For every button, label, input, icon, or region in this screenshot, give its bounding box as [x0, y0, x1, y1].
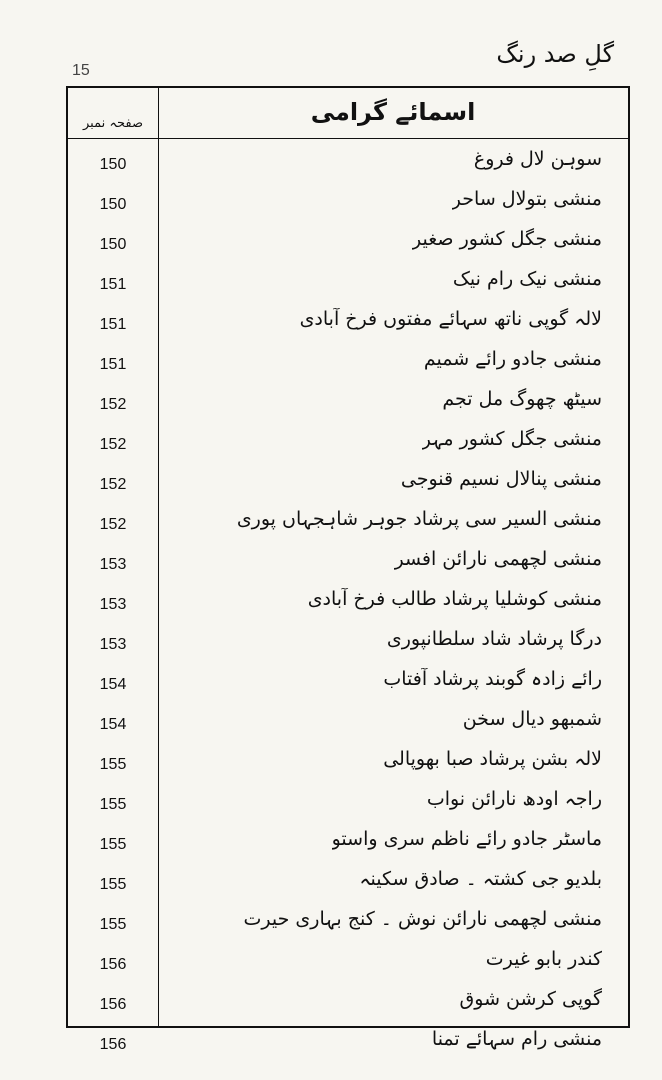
- row-page-number: 151: [99, 276, 127, 293]
- table-row: [68, 304, 628, 344]
- name-column-header: اسمائے گرامی: [310, 98, 476, 126]
- table-row: [68, 824, 628, 864]
- row-page-number: 152: [99, 436, 127, 453]
- row-page-number: 152: [99, 396, 127, 413]
- table-row: [68, 344, 628, 384]
- contents-table: [66, 86, 630, 1053]
- row-poet-name: راجہ اودھ نارائن نواب: [426, 788, 602, 810]
- table-row: [68, 704, 628, 744]
- row-poet-name: منشی لچھمی نارائن نوش ۔ کنج بہاری حیرت: [243, 908, 602, 930]
- row-page-number: 155: [99, 756, 127, 773]
- row-poet-name: منشی جگل کشور مہر: [421, 428, 602, 450]
- table-row: [68, 904, 628, 944]
- row-page-number: 156: [99, 956, 127, 973]
- book-title: گلِ صد رنگ: [496, 40, 614, 68]
- table-row: [68, 544, 628, 584]
- table-row: [68, 144, 628, 184]
- table-row: [68, 664, 628, 704]
- row-page-number: 155: [99, 796, 127, 813]
- row-page-number: 152: [99, 476, 127, 493]
- header-divider: [68, 138, 628, 139]
- row-poet-name: لالہ گوپی ناتھ سہائے مفتوں فرخ آبادی: [299, 308, 602, 330]
- row-poet-name: منشی کوشلیا پرشاد طالب فرخ آبادی: [307, 588, 602, 610]
- row-poet-name: رائے زادہ گوبند پرشاد آفتاب: [383, 668, 602, 690]
- table-row: [68, 264, 628, 304]
- row-poet-name: منشی جادو رائے شمیم: [423, 348, 602, 370]
- row-poet-name: منشی السیر سی پرشاد جوہر شاہجہاں پوری: [236, 508, 602, 530]
- row-page-number: 156: [99, 1036, 127, 1053]
- table-row: [68, 984, 628, 1024]
- row-page-number: 155: [99, 836, 127, 853]
- row-poet-name: گوپی کرشن شوق: [459, 988, 602, 1010]
- row-page-number: 153: [99, 596, 127, 613]
- table-row: [68, 424, 628, 464]
- row-page-number: 155: [99, 876, 127, 893]
- page-column-header: صفحہ نمبر: [83, 116, 143, 131]
- table-row: [68, 584, 628, 624]
- row-poet-name: منشی نیک رام نیک: [452, 268, 602, 290]
- row-poet-name: سیٹھ چھوگ مل تجم: [442, 388, 602, 410]
- table-row: [68, 184, 628, 224]
- row-poet-name: ماسٹر جادو رائے ناظم سری واستو: [331, 828, 602, 850]
- table-body: [68, 140, 628, 1053]
- row-page-number: 151: [99, 316, 127, 333]
- row-poet-name: بلدیو جی کشتہ ۔ صادق سکینہ: [359, 868, 602, 890]
- row-page-number: 156: [99, 996, 127, 1013]
- row-page-number: 153: [99, 556, 127, 573]
- row-poet-name: شمبھو دیال سخن: [462, 708, 602, 730]
- row-poet-name: کندر بابو غیرت: [485, 948, 602, 970]
- row-poet-name: منشی لچھمی نارائن افسر: [394, 548, 602, 570]
- row-page-number: 151: [99, 356, 127, 373]
- row-poet-name: منشی رام سہائے تمنا: [431, 1028, 602, 1050]
- table-row: [68, 1024, 628, 1064]
- row-poet-name: لالہ بشن پرشاد صبا بھوپالی: [383, 748, 602, 770]
- table-row: [68, 224, 628, 264]
- row-page-number: 152: [99, 516, 127, 533]
- page-number: 15: [72, 62, 90, 79]
- row-page-number: 150: [99, 156, 127, 173]
- row-page-number: 150: [99, 196, 127, 213]
- table-row: [68, 384, 628, 424]
- row-poet-name: منشی پنالال نسیم قنوجی: [400, 468, 602, 490]
- row-poet-name: سوہن لال فروغ: [473, 148, 602, 170]
- row-poet-name: درگا پرشاد شاد سلطانپوری: [386, 628, 602, 650]
- table-row: [68, 944, 628, 984]
- table-row: [68, 864, 628, 904]
- table-row: [68, 624, 628, 664]
- row-page-number: 155: [99, 916, 127, 933]
- row-page-number: 153: [99, 636, 127, 653]
- row-page-number: 154: [99, 716, 127, 733]
- row-poet-name: منشی بتولال ساحر: [451, 188, 602, 210]
- table-row: [68, 464, 628, 504]
- table-row: [68, 504, 628, 544]
- row-poet-name: منشی جگل کشور صغیر: [412, 228, 602, 250]
- row-page-number: 150: [99, 236, 127, 253]
- table-row: [68, 784, 628, 824]
- table-row: [68, 744, 628, 784]
- row-page-number: 154: [99, 676, 127, 693]
